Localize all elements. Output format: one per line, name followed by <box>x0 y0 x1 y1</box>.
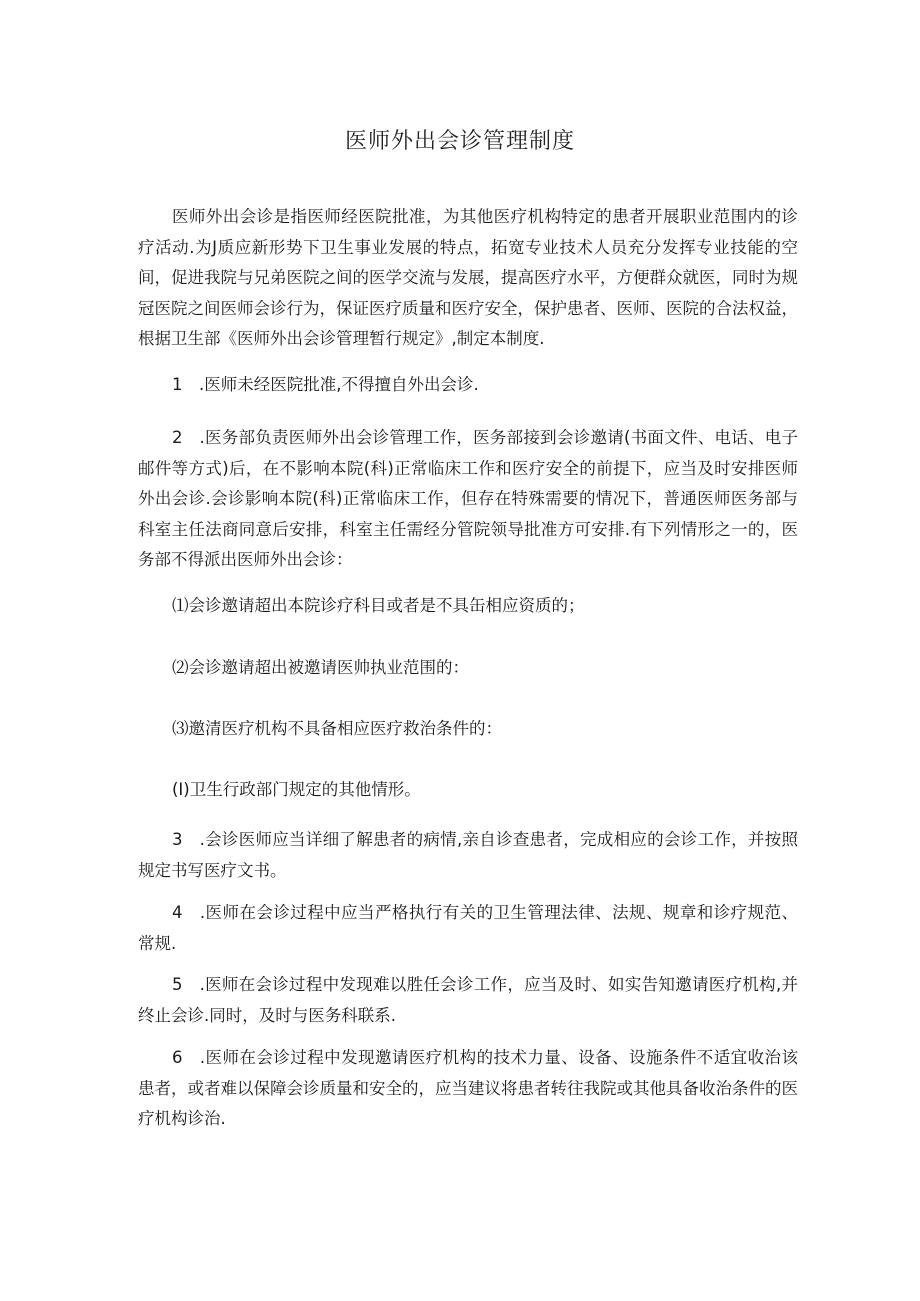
clause-3: 3 .会诊医师应当详细了解患者的病情,亲自诊查患者，完成相应的会诊工作，并按照规定书写医疗文书。 <box>138 830 798 880</box>
clause-2: 2 .医务部负责医师外出会诊管理工作，医务部接到会诊邀请(书面文件、电话、电子邮件等方式)后，在不影响本院(科)正常临床工作和医疗安全的前提下，应当及时安排医师外出会诊.会诊影响本院(科)正常临床工作，但存在特殊需要的情况下，普通医师医务部与科室主任法商同意后安排，科室主任需经分管院领导批准方可安排.有下列情形之一的，医务部不得派出医师外出会诊： <box>138 428 798 569</box>
intro-paragraph: 医师外出会诊是指医师经医院批准，为其他医疗机构特定的患者开展职业范围内的诊疗活动.为J质应新形势下卫生事业发展的特点，拓宽专业技术人员充分发挥专业技能的空间，促进我院与兄弟医院之间的医学交流与发展，提高医疗水平，方便群众就医，同时为规冠医院之间医师会诊行为，保证医疗质量和医疗安全，保护患者、医师、医院的合法权益，根据卫生部《医师外出会诊管理暂行规定》,制定本制度. <box>138 207 798 348</box>
sub-item-3: ⑶邀清医疗机构不具备相应医疗救治条件的： <box>172 719 502 738</box>
sub-item-1: ⑴会诊邀请超出本院诊疗科目或者是不具缶相应资质的； <box>172 596 585 615</box>
clause-5: 5 .医师在会诊过程中发现难以胜任会诊工作，应当及时、如实告知邀请医疗机构,并终止会诊.同时，及时与医务科联系. <box>138 975 798 1025</box>
clause-4: 4 .医师在会诊过程中应当严格执行有关的卫生管理法律、法规、规章和诊疗规范、常规. <box>138 903 798 953</box>
clause-6: 6 .医师在会诊过程中发现邀请医疗机构的技术力量、设备、设施条件不适宜收治该患者，或者难以保障会诊质量和安全的，应当建议将患者转往我院或其他具备收治条件的医疗机构诊治. <box>138 1048 798 1128</box>
sub-item-4: (I)卫生行政部门规定的其他情形。 <box>172 780 421 799</box>
sub-item-2: ⑵会诊邀请超出被邀请医帅执业范围的： <box>172 658 469 677</box>
document-title: 医师外出会诊管理制度 <box>344 129 575 154</box>
clause-1: 1 .医师未经医院批准,不得擅自外出会诊. <box>172 375 479 394</box>
